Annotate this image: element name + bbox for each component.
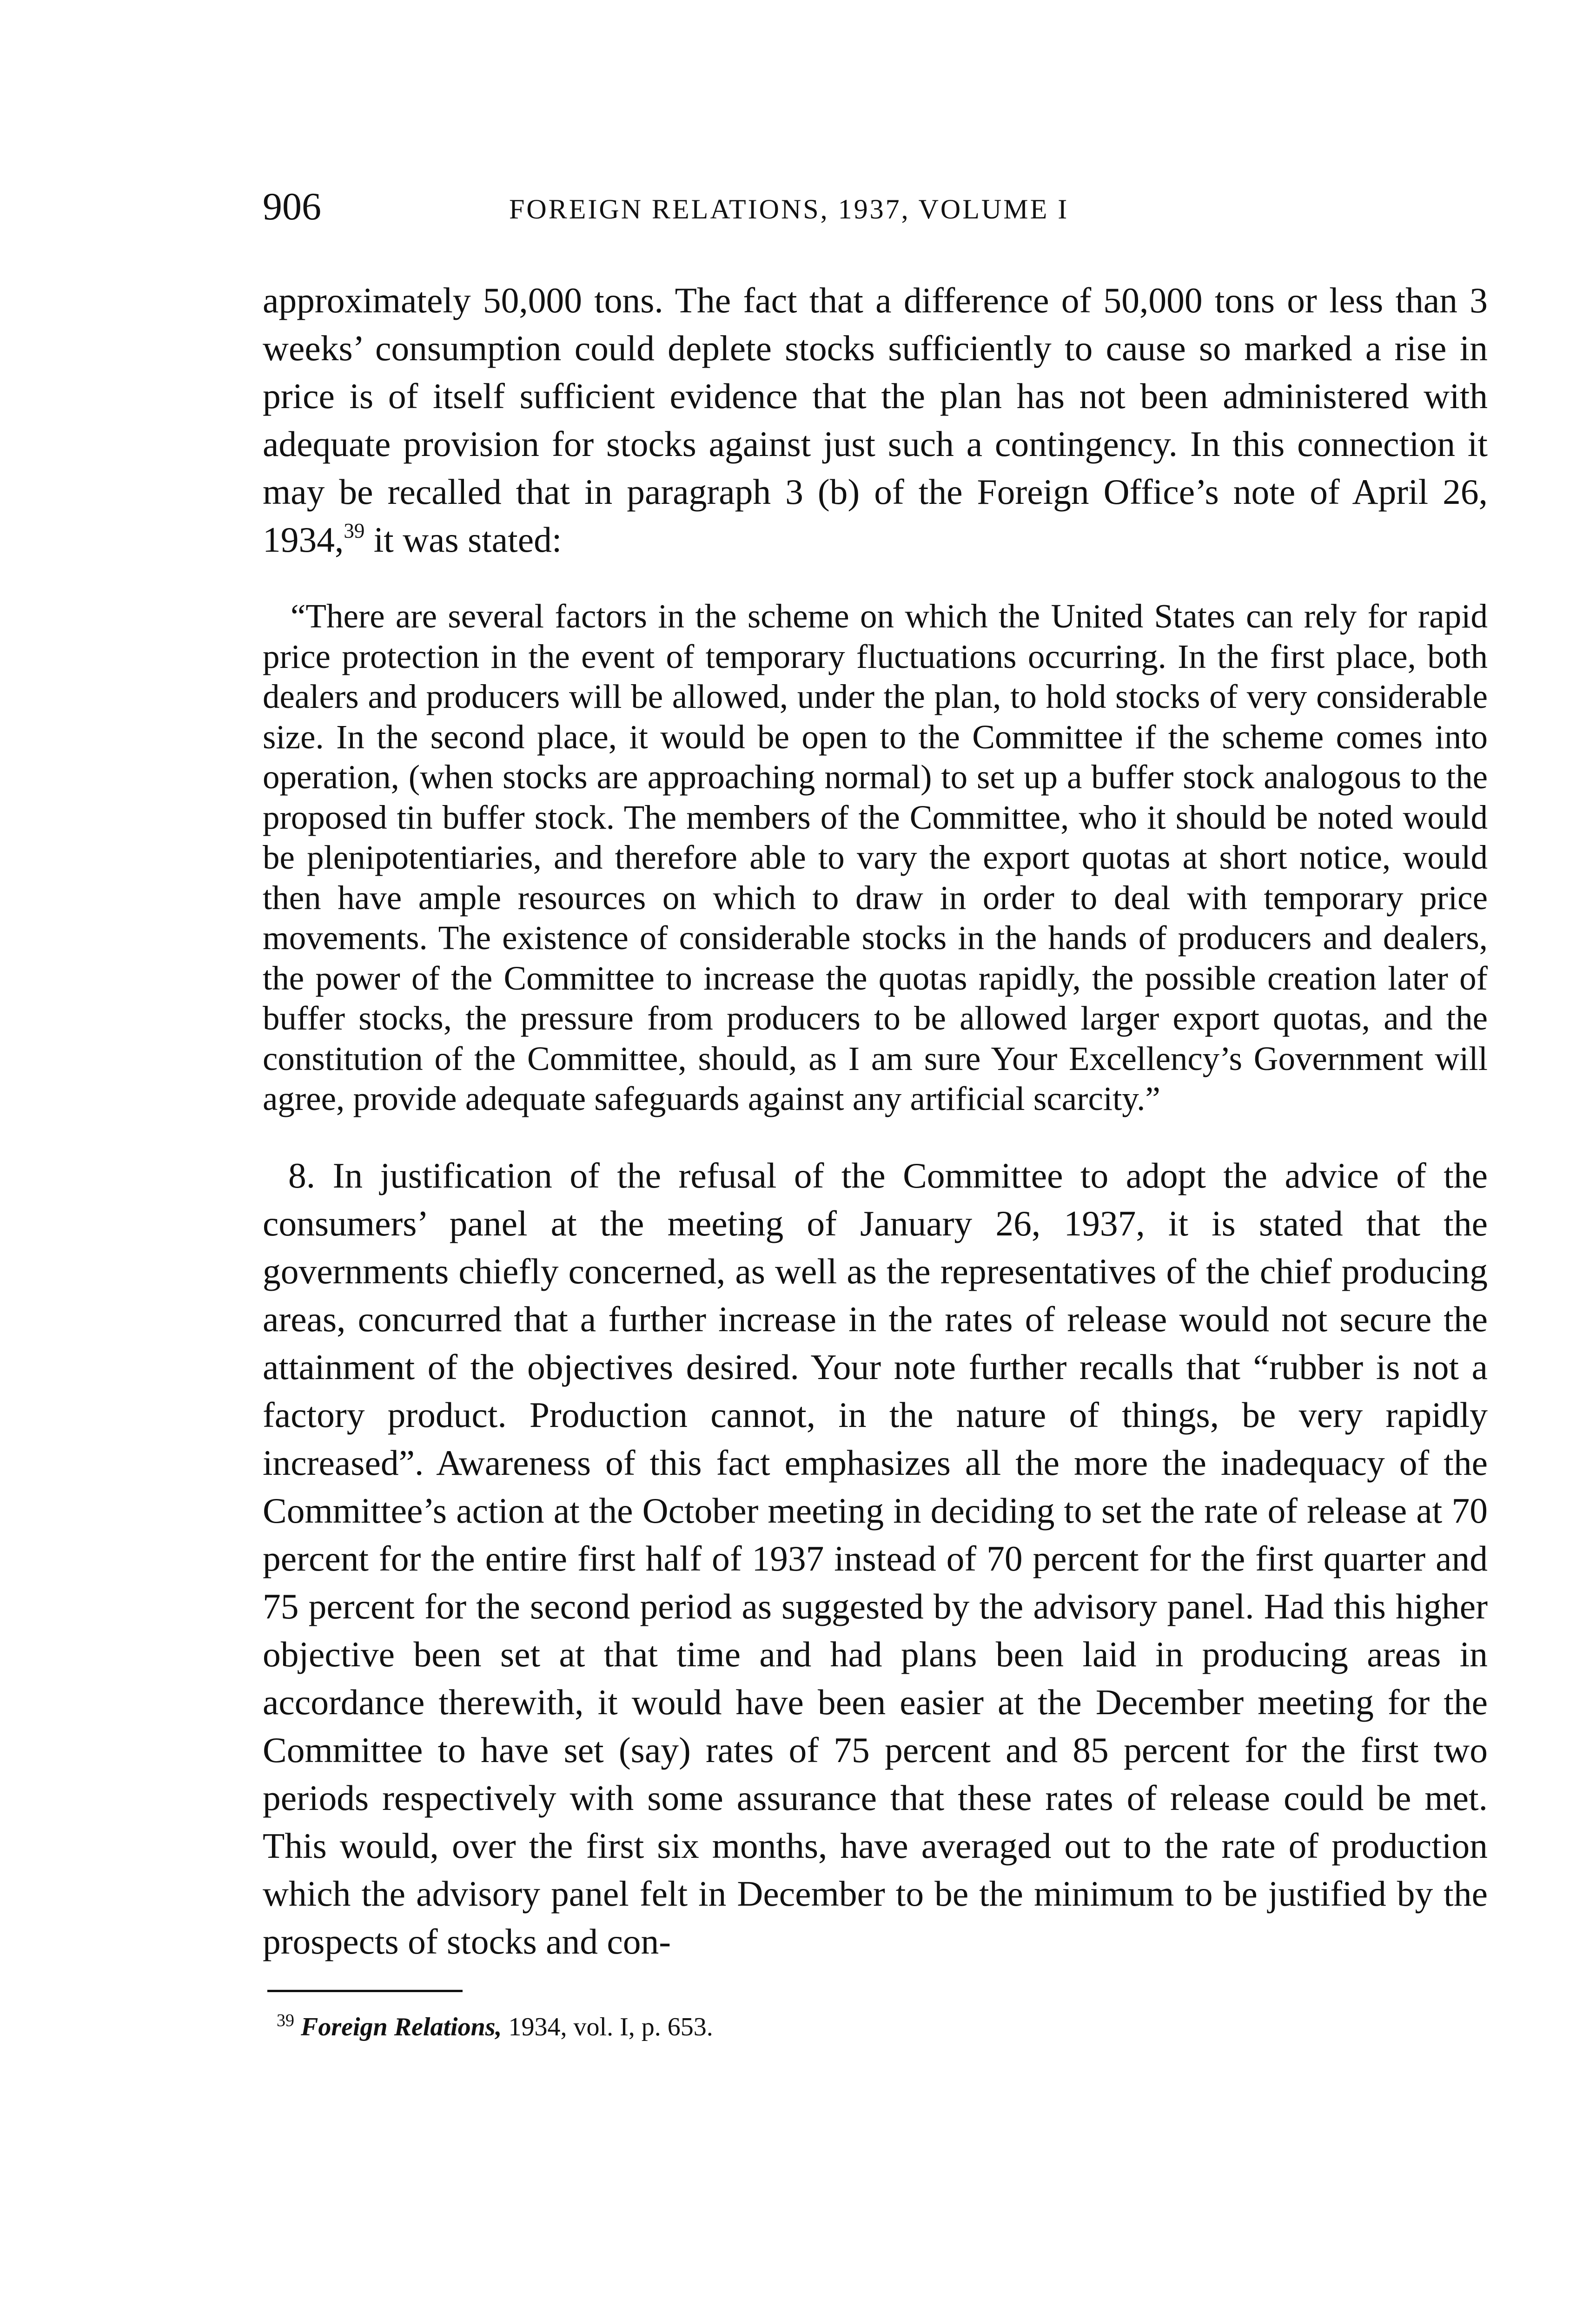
running-title: FOREIGN RELATIONS, 1937, VOLUME I [509, 194, 1069, 224]
paragraph-continuation [263, 277, 1488, 564]
footnote [277, 2011, 1488, 2043]
running-header [263, 184, 1488, 235]
footnote-citation: 1934, vol. I, p. 653. [502, 2012, 713, 2041]
page-number: 906 [263, 185, 321, 228]
paragraph-8: 8. In justification of the refusal of the Committee to adopt the advice of the consumers’ panel at the meeting of January 26, 1937, it is stated that the governments chiefly concerned, as well as the representatives of the chief producing areas, concurred that a further increase in the rates of release would not secure the attainment of the objectives desired. Your note further recalls that “rubber is not a factory product. Production cannot, in the nature of things, be very rapidly increased”. Awareness of this fact emphasizes all the more the inadequacy of the Committee’s action at the October meeting in deciding to set the rate of release at 70 percent for the entire first half of 1937 instead of 70 percent for the first quarter and 75 percent for the second period as suggested by the advisory panel. Had this higher objective been set at that time and had plans been laid in producing areas in accordance therewith, it would have been easier at the December meeting for the Committee to have set (say) rates of 75 percent and 85 percent for the first two periods respectively with some assurance that these rates of release could be met. This would, over the first six months, have averaged out to the rate of production which the advisory panel felt in December to be the minimum to be justified by the prospects of stocks and con- [263, 1155, 1488, 1961]
document-page [263, 184, 1488, 2043]
block-quote: “There are several factors in the scheme on which the United States can rely for rapid price protection in the event of temporary fluctuations occurring. In the first place, both dealers and producers will be allowed, under the plan, to hold stocks of very considerable size. In the second place, it would be open to the Committee if the scheme comes into operation, (when stocks are approaching normal) to set up a buffer stock analogous to the proposed tin buffer stock. The members of the Committee, who it should be noted would be plenipotentiaries, and therefore able to vary the export quotas at short notice, would then have ample resources on which to draw in order to deal with temporary price movements. The existence of considerable stocks in the hands of producers and dealers, the power of the Committee to increase the quotas rapidly, the possible creation later of buffer stocks, the pressure from producers to be allowed larger export quotas, and the constitution of the Committee, should, as I am sure Your Excellency’s Government will agree, provide adequate safeguards against any artificial scarcity.” [263, 597, 1488, 1117]
footnote-source-title: Foreign Relations, [301, 2012, 502, 2041]
footnote-divider [267, 1990, 463, 1992]
footnote-number: 39 [277, 2010, 294, 2030]
paragraph-text: approximately 50,000 tons. The fact that a difference of 50,000 tons or less than 3 weeks’ consumption could deplete stocks sufficiently to cause so marked a rise in price is of itself sufficient evidence that the plan has not been administered with adequate provision for stocks against just such a contingency. In this connection it may be recalled that in paragraph 3 (b) of the Foreign Office’s note of April 26, 1934, [263, 280, 1488, 560]
footnote-reference[interactable]: 39 [344, 519, 365, 542]
paragraph-text-end: it was stated: [364, 520, 562, 560]
